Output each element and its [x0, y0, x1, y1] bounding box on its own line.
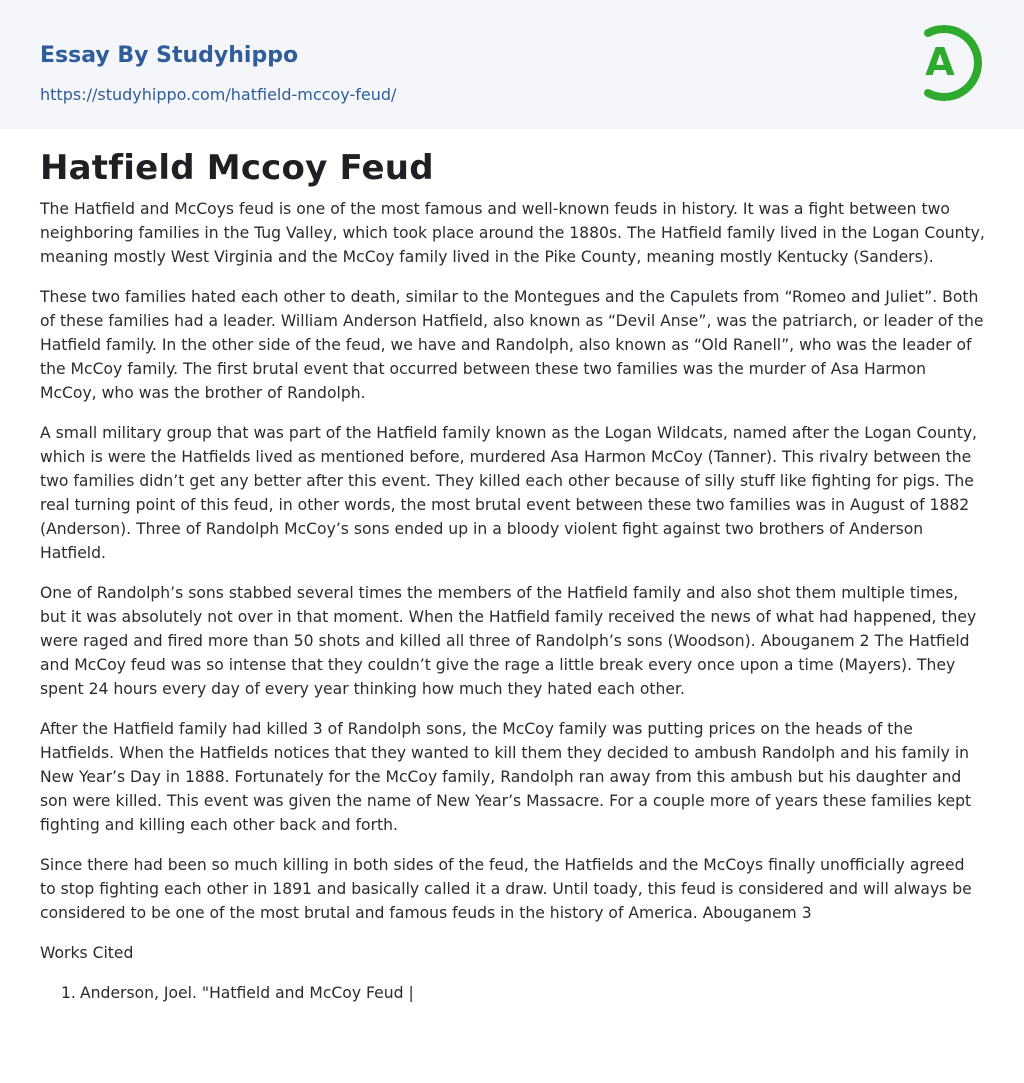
- source-url-link[interactable]: https://studyhippo.com/hatfield-mccoy-feud/: [40, 85, 397, 104]
- essay-paragraph: The Hatfield and McCoys feud is one of the most famous and well-known feuds in history. It was a fight between two neighboring families in the Tug Valley, which took place around the 1880s. The Hatfield family lived in the Logan County, meaning mostly West Virginia and the McCoy family lived in the Pike County, meaning mostly Kentucky (Sanders).: [40, 200, 985, 266]
- site-header: [0, 0, 1024, 129]
- essay-paragraph: One of Randolph’s sons stabbed several times the members of the Hatfield family and also shot them multiple times, but it was absolutely not over in that moment. When the Hatfield family received the news of what had happened, they were raged and fired more than 50 shots and killed all three of Randolph’s sons (Woodson). Abouganem 2 The Hatfield and McCoy feud was so intense that they couldn’t give the rage a little break every once upon a time (Mayers). They spent 24 hours every day of every year thinking how much they hated each other.: [40, 584, 977, 698]
- works-cited-list: [40, 981, 985, 1005]
- works-cited-heading: Works Cited: [40, 944, 134, 962]
- essay-title: Hatfield Mccoy Feud: [40, 148, 434, 188]
- brand-title[interactable]: Essay By Studyhippo: [40, 43, 299, 68]
- essay-paragraph: These two families hated each other to death, similar to the Montegues and the Capulets from “Romeo and Juliet”. Both of these families had a leader. William Anderson Hatfield, also known as “Devil Anse”, was the patriarch, or leader of the Hatfield family. In the other side of the feud, we have and Randolph, also known as “Old Ranell”, who was the leader of the McCoy family. The first brutal event that occurred between these two families was the murder of Asa Harmon McCoy, who was the brother of Randolph.: [40, 288, 984, 402]
- works-cited-text: Anderson, Joel. "Hatfield and McCoy Feud |: [80, 984, 414, 1002]
- essay-content: [40, 145, 985, 1005]
- logo-letter: A: [925, 40, 955, 84]
- works-cited-item: [40, 981, 985, 1005]
- essay-paragraph: A small military group that was part of the Hatfield family known as the Logan Wildcats, named after the Logan County, which is were the Hatfields lived as mentioned before, murdered Asa Harmon McCoy (Tanner). This rivalry between the two families didn’t get any better after this event. They killed each other because of silly stuff like fighting for pigs. The real turning point of this feud, in other words, the most brutal event between these two families was in August of 1882 (Anderson). Three of Randolph McCoy’s sons ended up in a bloody violent fight against two brothers of Anderson Hatfield.: [40, 424, 978, 562]
- studyhippo-logo-icon[interactable]: [910, 18, 990, 108]
- works-cited-number: 1.: [61, 984, 76, 1002]
- essay-paragraph: Since there had been so much killing in both sides of the feud, the Hatfields and the McCoys finally unofficially agreed to stop fighting each other in 1891 and basically called it a draw. Until toady, this feud is considered and will always be considered to be one of the most brutal and famous feuds in the history of America. Abouganem 3: [40, 856, 972, 922]
- essay-paragraph: After the Hatfield family had killed 3 of Randolph sons, the McCoy family was putting prices on the heads of the Hatfields. When the Hatfields notices that they wanted to kill them they decided to ambush Randolph and his family in New Year’s Day in 1888. Fortunately for the McCoy family, Randolph ran away from this ambush but his daughter and son were killed. This event was given the name of New Year’s Massacre. For a couple more of years these families kept fighting and killing each other back and forth.: [40, 720, 972, 834]
